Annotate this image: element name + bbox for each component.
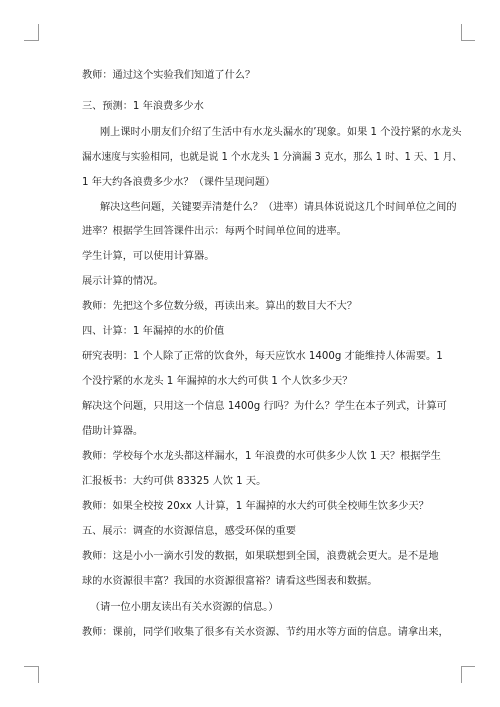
crop-mark-bottom-left-v	[38, 666, 39, 683]
text-line: 解决这个问题，只用这一个信息 1400g 行吗？为什么？学生在本子列式，计算可	[82, 401, 447, 412]
text-line: 刚上课时小朋友们介绍了生活中有水龙头漏水的’现象。如果 1 个没拧紧的水龙头	[100, 127, 462, 138]
text-line: 1 年大约各浪费多少水？（课件呈现问题）	[82, 177, 276, 188]
crop-mark-top-left-h	[24, 40, 38, 41]
text-line: 学生计算，可以使用计算器。	[82, 251, 215, 262]
text-line: 个没拧紧的水龙头 1 年漏掉的水大约可供 1 个人饮多少天？	[82, 376, 353, 387]
text-line: 汇报板书：大约可供 83325 人饮 1 天。	[82, 476, 267, 487]
text-line: 教师：通过这个实验我们知道了什么？	[82, 70, 256, 81]
crop-mark-top-right-v	[461, 24, 462, 41]
crop-mark-top-left-v	[38, 24, 39, 41]
text-line: （请一位小朋友读出有关水资源的信息。）	[90, 602, 279, 613]
text-line: 教师：这是小小一滴水引发的数据，如果联想到全国，浪费就会更大。是不是地	[82, 551, 439, 562]
section-heading: 四、计算：1 年漏掉的水的价值	[82, 326, 225, 337]
crop-mark-bottom-left-h	[24, 666, 38, 667]
text-line: 借助计算器。	[82, 426, 144, 437]
text-line: 漏水速度与实验相同，也就是说 1 个水龙头 1 分滴漏 3 克水，那么 1 时、1 天、1 月、	[82, 152, 463, 163]
text-line: 进率？根据学生回答课件出示：每两个时间单位间的进率。	[82, 226, 347, 237]
crop-mark-bottom-right-h	[461, 666, 475, 667]
text-line: 教师：课前，同学们收集了很多有关水资源、节约用水等方面的信息。请拿出来，	[82, 627, 449, 638]
crop-mark-top-right-h	[461, 40, 475, 41]
text-line: 教师：学校每个水龙头都这样漏水，1 年浪费的水可供多少人饮 1 天？根据学生	[82, 451, 441, 462]
text-line: 研究表明：1 个人除了正常的饮食外，每天应饮水 1400g 才能维持人体需要。1	[82, 351, 443, 362]
text-line: 展示计算的情况。	[82, 276, 164, 287]
text-line: 球的水资源很丰富？我国的水资源很富裕？请看这些图表和数据。	[82, 576, 378, 587]
text-line: 教师：如果全校按 20xx 人计算，1 年漏掉的水大约可供全校师生饮多少天？	[82, 501, 429, 512]
section-heading: 五、展示：调查的水资源信息，感受环保的重要	[82, 526, 296, 537]
crop-mark-bottom-right-v	[461, 666, 462, 683]
text-line: 解决这些问题，关键要弄清楚什么？（进率）请具体说说这几个时间单位之间的	[100, 202, 457, 213]
section-heading: 三、预测：1 年浪费多少水	[82, 101, 204, 112]
text-line: 教师：先把这个多位数分级，再读出来。算出的数目大不大？	[82, 301, 358, 312]
